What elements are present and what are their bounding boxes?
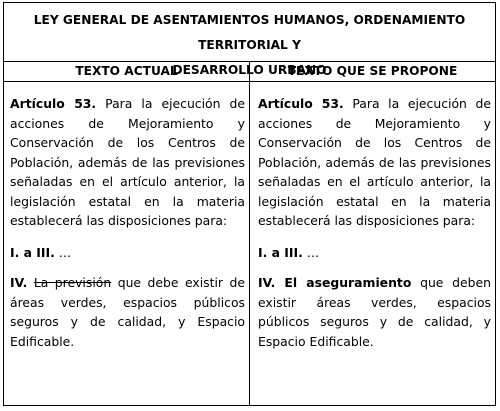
comparison-table	[3, 2, 496, 406]
fractions-ellipsis: …	[302, 244, 320, 260]
fractions-label: I. a III.	[258, 244, 303, 260]
fraction-iv-body: que deben existir áreas verdes, espacios públicos seguros y de calidad, y Espacio Edificable.	[258, 275, 491, 349]
header-proposed-text: TEXTO QUE SE PROPONE	[250, 62, 495, 82]
fractions-proposed	[258, 243, 491, 263]
current-text-column	[4, 82, 250, 405]
fraction-iv-label: IV. El aseguramiento	[258, 275, 412, 290]
article-53-proposed	[258, 94, 491, 231]
article-body: Para la ejecución de acciones de Mejoramiento y Conservación de los Centros de Población, además de las previsiones señaladas en el artículo anterior, la legislación estatal en la materia establecerá las disposiciones para:	[10, 96, 245, 228]
title-line-1: LEY GENERAL DE ASENTAMIENTOS HUMANOS, ORDENAMIENTO TERRITORIAL Y	[33, 13, 466, 52]
fractions-current	[10, 243, 245, 263]
struck-text: La previsión	[33, 275, 112, 290]
fraction-iv-proposed	[258, 273, 491, 351]
header-current-text: TEXTO ACTUAL	[4, 62, 250, 82]
fraction-iv-label: IV.	[10, 275, 28, 290]
fractions-ellipsis: …	[54, 244, 72, 260]
article-label: Artículo 53.	[10, 96, 97, 111]
title-line-2: DESARROLLO URBANO	[172, 63, 327, 77]
proposed-text-column	[250, 82, 495, 405]
article-53-current	[10, 94, 245, 231]
article-body: Para la ejecución de acciones de Mejoramiento y Conservación de los Centros de Población, además de las previsiones señaladas en el artículo anterior, la legislación estatal en la materia establecerá las disposiciones para:	[258, 96, 491, 228]
fraction-iv-current	[10, 273, 245, 351]
fractions-label: I. a III.	[10, 244, 55, 260]
fraction-iv-body: que debe existir de áreas verdes, espacios públicos seguros y de calidad, y Espacio Edificable.	[10, 275, 245, 349]
article-label: Artículo 53.	[258, 96, 344, 111]
